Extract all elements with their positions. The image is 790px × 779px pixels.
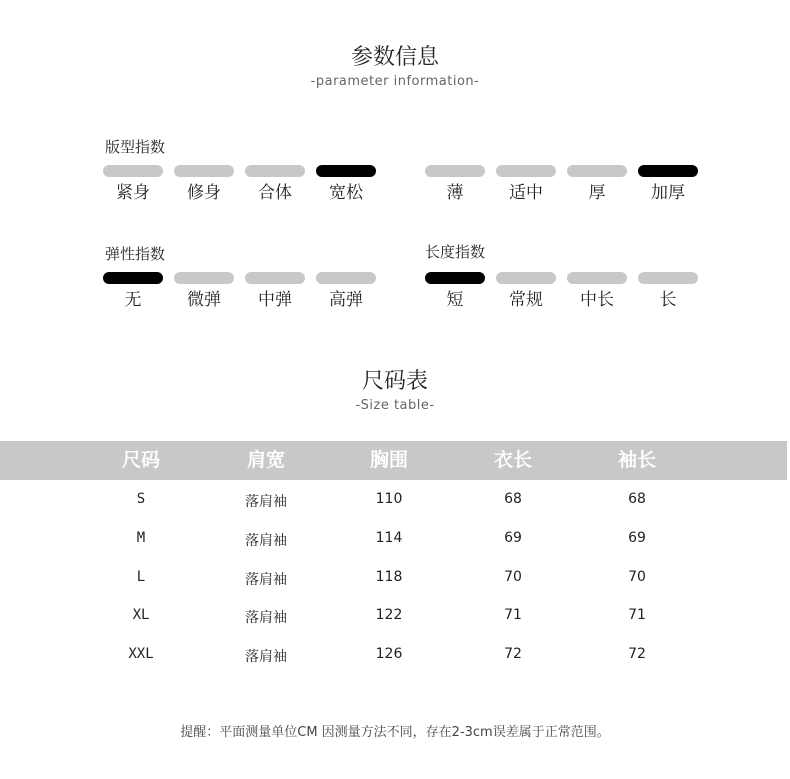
length-option-2: 中长 xyxy=(580,290,614,310)
fit-option-3: 宽松 xyxy=(329,183,363,203)
fit-index-label: 版型指数 xyxy=(105,138,166,156)
parameter-subtitle: -parameter information- xyxy=(310,74,480,89)
length-bar-2 xyxy=(567,272,627,284)
header-sleeve: 袖长 xyxy=(617,449,656,471)
cell-chest: 122 xyxy=(375,607,403,623)
cell-sleeve: 70 xyxy=(628,569,646,585)
thickness-option-0: 薄 xyxy=(446,183,464,203)
thickness-bar-2 xyxy=(567,165,627,177)
size-table-header xyxy=(0,441,787,480)
length-bar-3 xyxy=(638,272,698,284)
cell-chest: 126 xyxy=(375,646,403,662)
parameter-title: 参数信息 xyxy=(350,45,439,70)
fit-option-0: 紧身 xyxy=(116,183,150,203)
cell-shoulder: 落肩袖 xyxy=(245,494,287,510)
fit-bar-2 xyxy=(245,165,305,177)
cell-chest: 110 xyxy=(375,491,403,507)
thickness-bar-0 xyxy=(425,165,485,177)
length-option-3: 长 xyxy=(659,290,677,310)
elasticity-option-2: 中弹 xyxy=(258,290,292,310)
fit-option-2: 合体 xyxy=(258,183,292,203)
length-bar-1 xyxy=(496,272,556,284)
cell-shoulder: 落肩袖 xyxy=(245,533,287,549)
thickness-option-2: 厚 xyxy=(588,183,606,203)
fit-option-1: 修身 xyxy=(187,183,221,203)
elasticity-option-0: 无 xyxy=(124,290,142,310)
cell-size: L xyxy=(136,569,146,585)
cell-chest: 118 xyxy=(375,569,403,585)
length-option-1: 常规 xyxy=(509,290,543,310)
cell-sleeve: 68 xyxy=(628,491,646,507)
cell-sleeve: 69 xyxy=(628,530,646,546)
cell-sleeve: 71 xyxy=(628,607,646,623)
cell-length: 70 xyxy=(504,569,522,585)
cell-length: 68 xyxy=(504,491,522,507)
elasticity-option-1: 微弹 xyxy=(187,290,221,310)
thickness-bar-1 xyxy=(496,165,556,177)
cell-size: XL xyxy=(132,607,150,623)
elasticity-bar-2 xyxy=(245,272,305,284)
fit-bar-3 xyxy=(316,165,376,177)
thickness-option-3: 加厚 xyxy=(651,183,685,203)
thickness-bar-3 xyxy=(638,165,698,177)
elasticity-bar-1 xyxy=(174,272,234,284)
fit-bar-1 xyxy=(174,165,234,177)
elasticity-option-3: 高弹 xyxy=(329,290,363,310)
cell-length: 69 xyxy=(504,530,522,546)
cell-shoulder: 落肩袖 xyxy=(245,610,287,626)
length-option-0: 短 xyxy=(446,290,464,310)
cell-shoulder: 落肩袖 xyxy=(245,649,287,665)
cell-size: XXL xyxy=(128,646,154,662)
header-shoulder: 肩宽 xyxy=(246,449,285,471)
cell-shoulder: 落肩袖 xyxy=(245,572,287,588)
cell-length: 72 xyxy=(504,646,522,662)
header-chest: 胸围 xyxy=(369,449,408,471)
elasticity-bar-0 xyxy=(103,272,163,284)
size-table-subtitle: -Size table- xyxy=(355,398,435,413)
fit-bar-0 xyxy=(103,165,163,177)
cell-length: 71 xyxy=(504,607,522,623)
measurement-note: 提醒：平面测量单位CM 因测量方法不同，存在2-3cm误差属于正常范围。 xyxy=(180,725,610,740)
elasticity-index-label: 弹性指数 xyxy=(105,245,166,263)
header-size: 尺码 xyxy=(121,449,160,471)
cell-size: M xyxy=(136,530,146,546)
length-bar-0 xyxy=(425,272,485,284)
cell-sleeve: 72 xyxy=(628,646,646,662)
length-index-label: 长度指数 xyxy=(425,243,486,261)
cell-chest: 114 xyxy=(375,530,403,546)
header-length: 衣长 xyxy=(493,449,532,471)
thickness-option-1: 适中 xyxy=(509,183,543,203)
size-table-title: 尺码表 xyxy=(361,369,428,394)
cell-size: S xyxy=(136,491,146,507)
elasticity-bar-3 xyxy=(316,272,376,284)
